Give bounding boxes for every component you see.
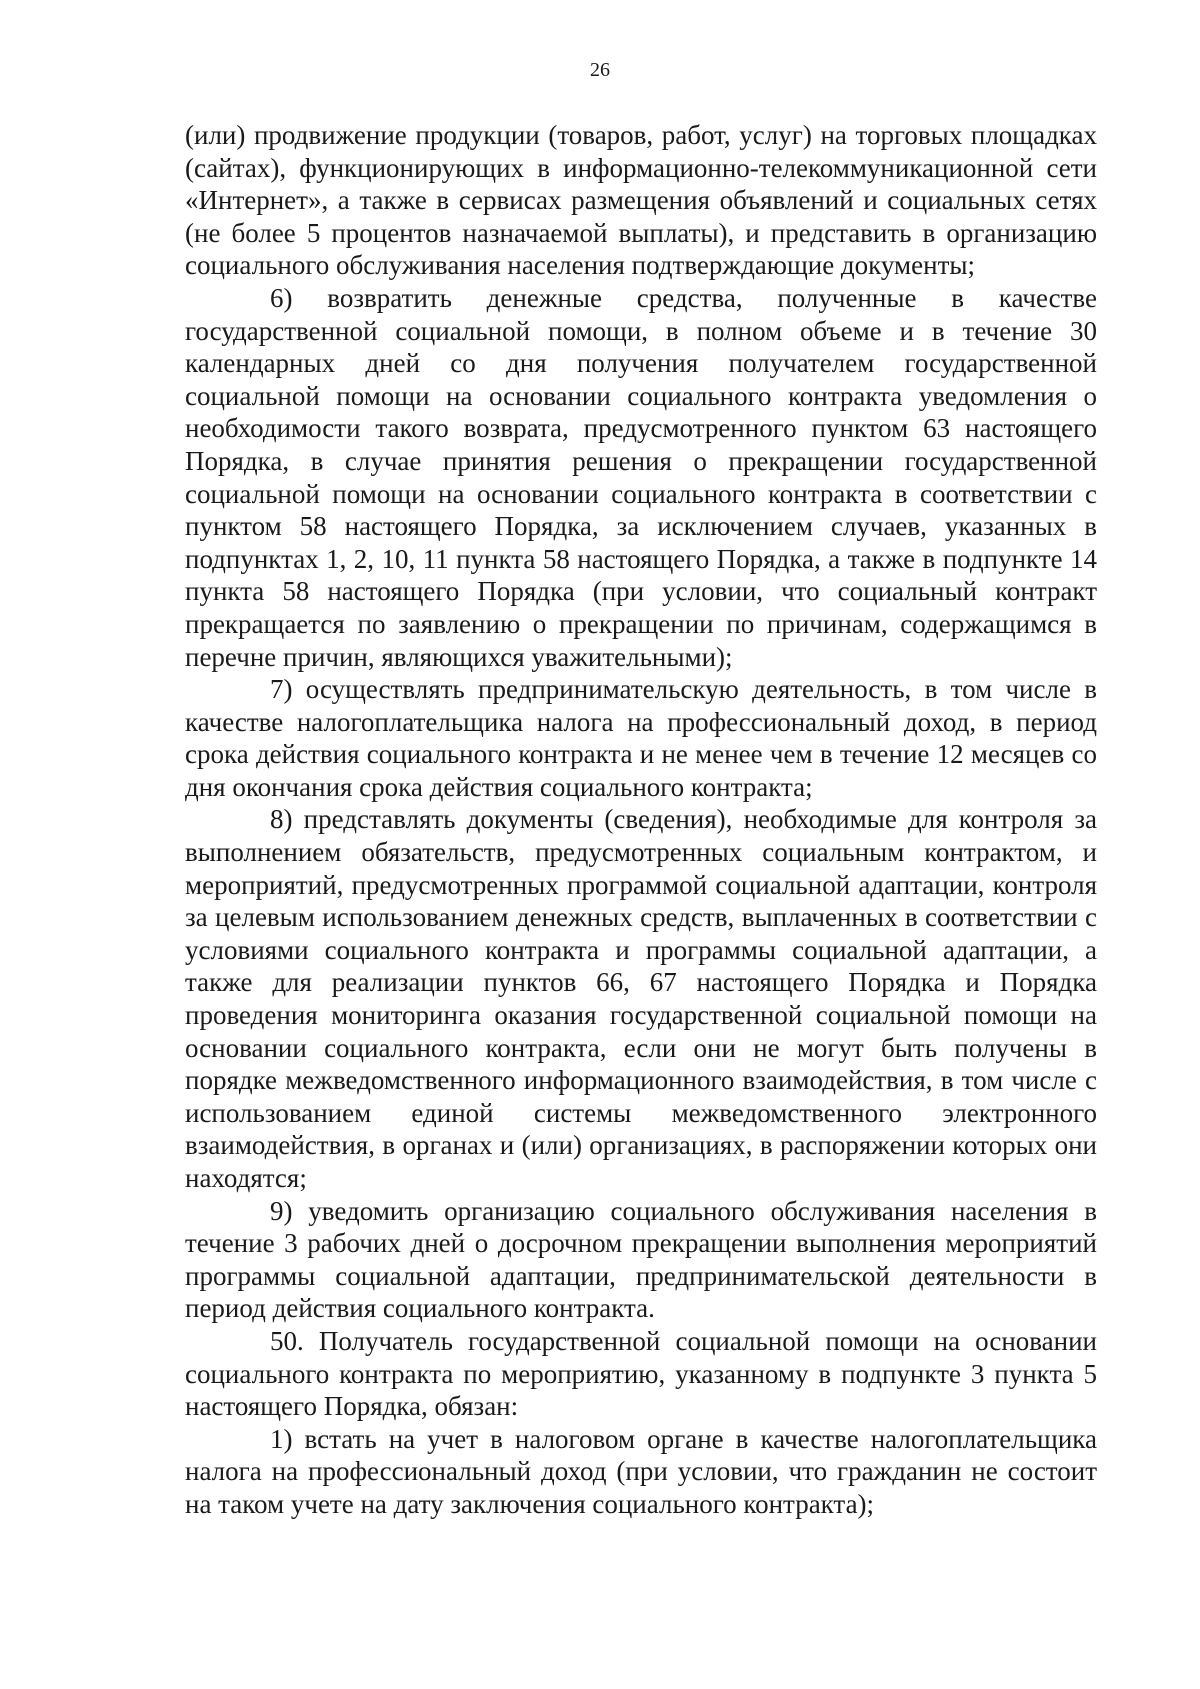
- paragraph-item-8: 8) представлять документы (сведения), необходимые для контроля за выполнением обязательств, предусмотренных социальным контрактом, и мероприятий, предусмотренных программой социальной адаптации, контроля за целевым использованием денежных средств, выплаченных в соответствии с условиями социального контракта и программы социальной адаптации, а также для реализации пунктов 66, 67 настоящего Порядка и Порядка проведения мониторинга оказания государственной социальной помощи на основании социального контракта, если они не могут быть получены в порядке межведомственного информационного взаимодействия, в том числе с использованием единой системы межведомственного электронного взаимодействия, в органах и (или) организациях, в распоряжении которых они находятся;: [185, 804, 1097, 1193]
- paragraph-clause-50: 50. Получатель государственной социальной помощи на основании социального контракта по мероприятию, указанному в подпункте 3 пункта 5 настоящего Порядка, обязан:: [185, 1325, 1097, 1422]
- paragraph-continuation: (или) продвижение продукции (товаров, работ, услуг) на торговых площадках (сайтах), функционирующих в информационно-телекоммуникационной сети «Интернет», а также в сервисах размещения объявлений и социальных сетях (не более 5 процентов назначаемой выплаты), и представить в организацию социального обслуживания населения подтверждающие документы;: [185, 120, 1097, 281]
- paragraph-clause-50-item-1: 1) встать на учет в налоговом органе в качестве налогоплательщика налога на профессиональный доход (при условии, что гражданин не состоит на таком учете на дату заключения социального контракта);: [185, 1423, 1097, 1519]
- document-body: [185, 119, 1097, 1521]
- paragraph-item-6: 6) возвратить денежные средства, полученные в качестве государственной социальной помощи, в полном объеме и в течение 30 календарных дней со дня получения получателем государственной социальной помощи на основании социального контракта уведомления о необходимости такого возврата, предусмотренного пунктом 63 настоящего Порядка, в случае принятия решения о прекращении государственной социальной помощи на основании социального контракта в соответствии с пунктом 58 настоящего Порядка, за исключением случаев, указанных в подпунктах 1, 2, 10, 11 пункта 58 настоящего Порядка, а также в подпункте 14 пункта 58 настоящего Порядка (при условии, что социальный контракт прекращается по заявлению о прекращении по причинам, содержащимся в перечне причин, являющихся уважительными);: [185, 282, 1097, 672]
- paragraph-item-9: 9) уведомить организацию социального обслуживания населения в течение 3 рабочих дней о досрочном прекращении выполнения мероприятий программы социальной адаптации, предпринимательской деятельности в период действия социального контракта.: [185, 1195, 1097, 1324]
- paragraph-item-7: 7) осуществлять предпринимательскую деятельность, в том числе в качестве налогоплательщика налога на профессиональный доход, в период срока действия социального контракта и не менее чем в течение 12 месяцев со дня окончания срока действия социального контракта;: [185, 674, 1097, 802]
- page-number: 26: [590, 59, 610, 81]
